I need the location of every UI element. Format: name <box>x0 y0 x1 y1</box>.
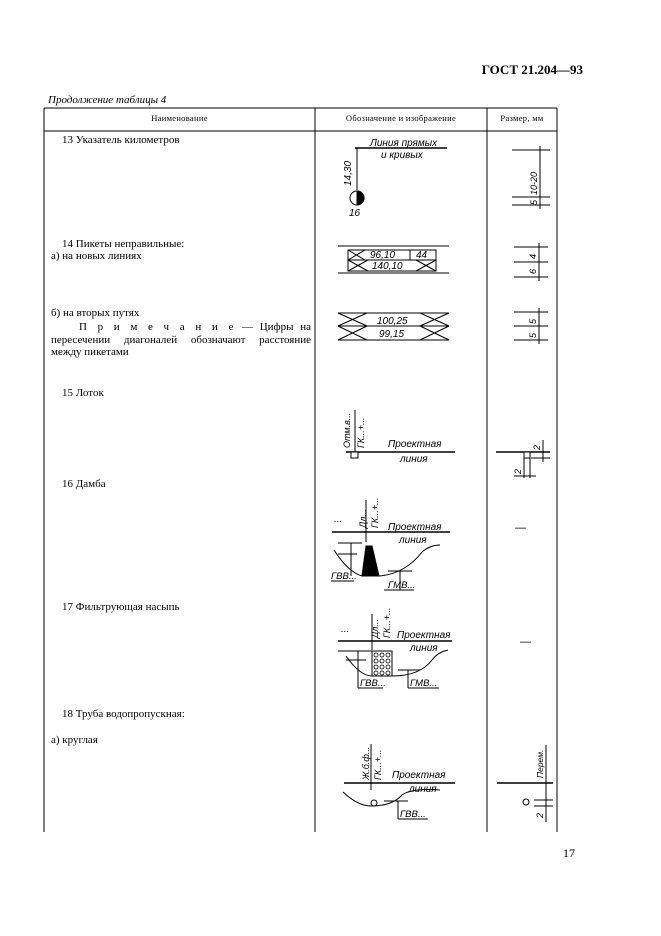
picket-new-lines-symbol <box>338 246 449 273</box>
r15-lbl1: Отм.в... <box>342 412 352 448</box>
r14-size-b: 6 <box>528 268 538 274</box>
r13-km-label: 14,30 <box>343 160 354 186</box>
page-number: 17 <box>563 846 575 860</box>
row-15-name: 15 Лоток <box>62 387 104 399</box>
r15-lbl2: ГК...+... <box>356 417 366 448</box>
r17-size: — <box>520 636 531 648</box>
note-text: — Цифры на пересечении диагоналей обозначают расстояние между пикетами <box>51 321 311 358</box>
dam-symbol <box>331 498 450 591</box>
note-lead: П р и м е ч а н и е <box>79 321 236 333</box>
km-size-dims <box>512 146 550 209</box>
r17-dots: ... <box>341 624 350 635</box>
r14b-val2: 99,15 <box>379 329 405 340</box>
round-culvert-symbol <box>343 744 455 820</box>
filter-embankment-symbol <box>338 608 452 689</box>
r15-design2: линия <box>400 454 428 465</box>
column-header-size: Размер, мм <box>500 113 544 123</box>
km-marker-symbol <box>343 138 447 219</box>
r15-size-a: 2 <box>532 444 542 450</box>
r18-design1: Проектная <box>392 770 446 781</box>
r17-gmv: ГМВ... <box>410 678 438 689</box>
column-header-name: Наименование <box>151 113 208 123</box>
picket-second-size-dims <box>514 308 548 344</box>
r18-size-b: 2 <box>535 812 545 818</box>
tray-symbol <box>342 410 455 465</box>
round-culvert-size-dims <box>497 745 553 822</box>
row-18a-name: а) круглая <box>51 734 98 746</box>
picket-new-size-dims <box>514 243 548 281</box>
r15-design1: Проектная <box>388 439 442 450</box>
r18-design2: линия <box>409 784 437 795</box>
r13-line-label: Линия прямых <box>370 138 438 149</box>
r18-size-a: Перем. <box>535 749 545 778</box>
r13-curves-label: и кривых <box>381 150 423 161</box>
r16-design1: Проектная <box>388 522 442 533</box>
r14b-size-b: 5 <box>528 332 538 338</box>
r17-gvv: ГВВ... <box>360 678 386 689</box>
r17-design2: линия <box>410 643 438 654</box>
r14-val2: 44 <box>416 250 428 261</box>
r18-gvv: ГВВ... <box>400 809 426 820</box>
r14-val1: 96,10 <box>370 250 396 261</box>
r13-num-label: 16 <box>349 208 361 219</box>
r17-lbl2: ГК...+... <box>382 607 392 638</box>
r16-gmv: ГМВ... <box>388 580 416 591</box>
standard-code: ГОСТ 21.204—93 <box>481 62 583 77</box>
r16-design2: линия <box>399 535 427 546</box>
r14-val3: 140,10 <box>372 261 403 272</box>
r13-size-b: 5 <box>529 199 539 205</box>
r16-lbl1: Дл... <box>358 509 368 528</box>
r17-design1: Проектная <box>397 630 451 641</box>
row-13-name: 13 Указатель километров <box>62 134 180 146</box>
r18-lbl2: ГК...+... <box>373 749 383 780</box>
r18-lbl1: Ж.б.ф... <box>361 746 371 780</box>
table-continuation-caption: Продолжение таблицы 4 <box>48 94 167 106</box>
row-16-name: 16 Дамба <box>62 478 106 490</box>
r14-size-a: 4 <box>528 253 538 259</box>
r16-size: — <box>515 522 526 534</box>
column-header-symbol: Обозначение и изображение <box>345 113 457 123</box>
row-14-title: 14 Пикеты неправильные: <box>62 238 185 250</box>
row-14b-name: б) на вторых путях <box>51 307 140 319</box>
picket-second-track-symbol <box>338 313 449 340</box>
row-14a-name: а) на новых линиях <box>51 250 142 262</box>
r17-lbl1: Дл... <box>370 619 380 638</box>
tray-size-dims <box>496 440 550 478</box>
row-18-title: 18 Труба водопропускная: <box>62 708 185 720</box>
r14b-size-a: 5 <box>528 318 538 324</box>
r14b-val1: 100,25 <box>377 316 408 327</box>
row-17-name: 17 Фильтрующая насыпь <box>62 601 180 613</box>
r13-size-a: 10-20 <box>529 171 539 195</box>
r16-lbl2: ГК...+... <box>370 497 380 528</box>
r16-dots: ... <box>334 514 343 525</box>
r16-gvv: ГВВ... <box>331 571 357 582</box>
r15-size-b: 2 <box>513 468 523 474</box>
